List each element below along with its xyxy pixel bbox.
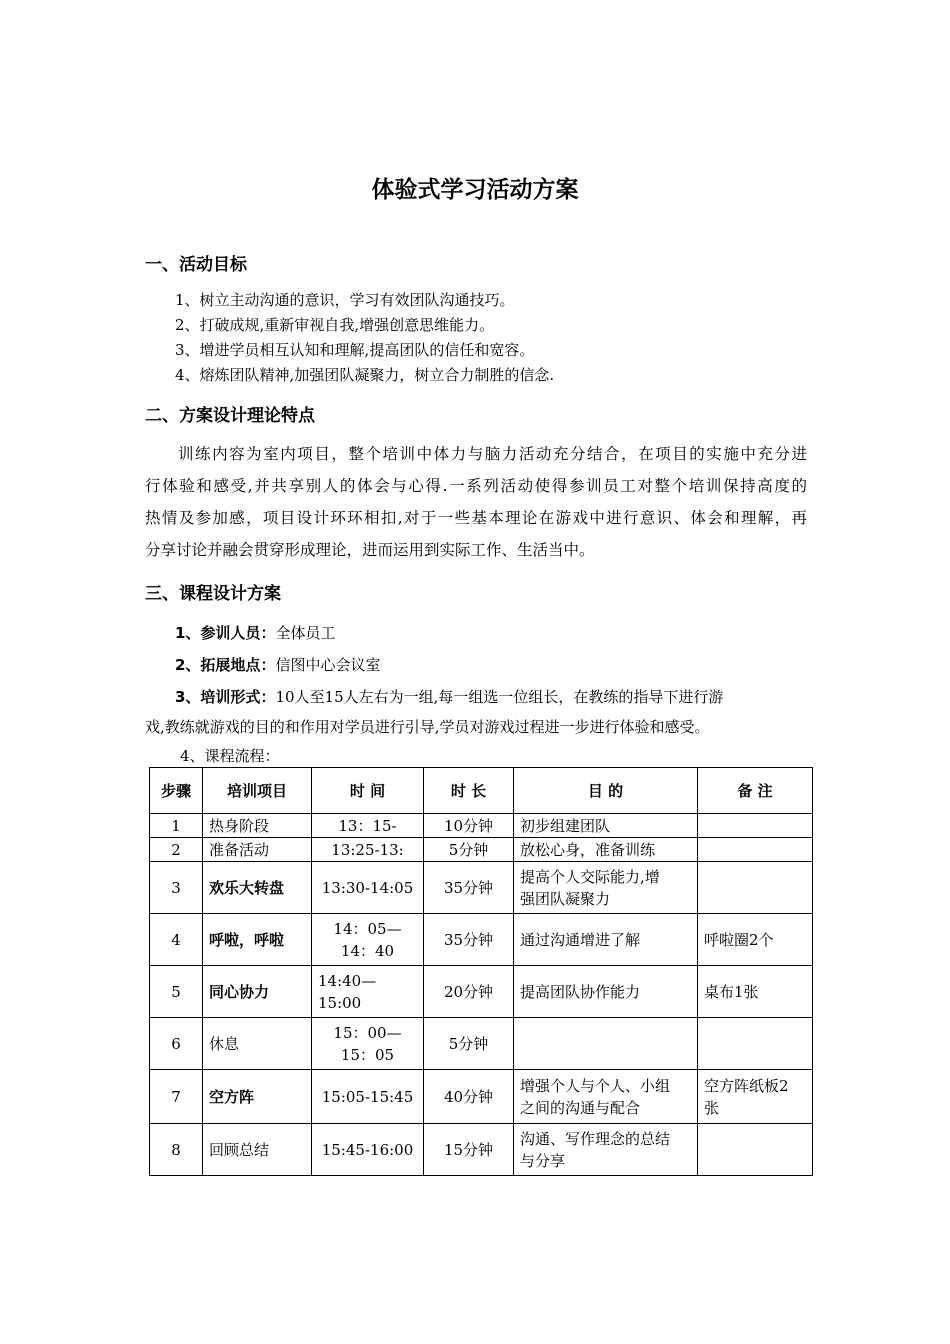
cell-time xyxy=(312,966,424,1018)
paragraph-line: 训练内容为室内项目，整个培训中体力与脑力活动充分结合，在项目的实施中充分进 xyxy=(178,445,807,463)
course-flow-table xyxy=(149,767,813,1176)
cell-step: 4 xyxy=(150,914,203,966)
header-duration: 时 长 xyxy=(424,768,514,814)
cell-purpose: 初步组建团队 xyxy=(514,814,698,838)
cell-purpose: 提高团队协作能力 xyxy=(514,966,698,1018)
purpose-line: 沟通、写作理念的总结 xyxy=(520,1129,671,1148)
section-heading-theory: 二、方案设计理论特点 xyxy=(145,406,315,426)
time-line: 15:00 xyxy=(318,993,362,1012)
cell-time: 13：15- xyxy=(312,814,424,838)
purpose-line: 与分享 xyxy=(520,1151,566,1170)
purpose-line: 强团队凝聚力 xyxy=(520,889,611,908)
header-item: 培训项目 xyxy=(203,768,312,814)
note-line: 张 xyxy=(704,1098,720,1117)
paragraph-line: 行体验和感受,并共享别人的体会与心得.一系列活动使得参训员工对整个培训保持高度的 xyxy=(145,477,807,495)
cell-step: 2 xyxy=(150,838,203,862)
cell-note xyxy=(698,1070,813,1124)
location-label: 2、拓展地点： xyxy=(175,656,276,674)
goal-item: 1、树立主动沟通的意识，学习有效团队沟通技巧。 xyxy=(175,291,515,309)
cell-time: 13:25-13: xyxy=(312,838,424,862)
time-line: 14：40 xyxy=(340,941,395,960)
cell-purpose: 放松心身，准备训练 xyxy=(514,838,698,862)
cell-note xyxy=(698,838,813,862)
cell-duration: 5分钟 xyxy=(424,838,514,862)
cell-purpose: 通过沟通增进了解 xyxy=(514,914,698,966)
time-line: 14：05— xyxy=(333,919,402,938)
cell-step: 7 xyxy=(150,1070,203,1124)
theory-paragraph xyxy=(145,438,807,566)
format-continuation: 戏,教练就游戏的目的和作用对学员进行引导,学员对游戏过程进一步进行体验和感受。 xyxy=(145,718,710,736)
cell-duration: 40分钟 xyxy=(424,1070,514,1124)
format-line xyxy=(175,686,723,707)
table-row xyxy=(150,1124,813,1176)
cell-item: 欢乐大转盘 xyxy=(203,862,312,914)
cell-purpose xyxy=(514,862,698,914)
cell-duration: 15分钟 xyxy=(424,1124,514,1176)
document-title: 体验式学习活动方案 xyxy=(371,177,579,203)
location-line xyxy=(175,654,380,675)
note-line: 空方阵纸板2 xyxy=(704,1076,789,1095)
table-row xyxy=(150,914,813,966)
cell-item: 空方阵 xyxy=(203,1070,312,1124)
cell-note: 呼啦圈2个 xyxy=(698,914,813,966)
cell-note xyxy=(698,1124,813,1176)
cell-item: 呼啦，呼啦 xyxy=(203,914,312,966)
table-row xyxy=(150,838,813,862)
table-header-row xyxy=(150,768,813,814)
paragraph-line: 热情及参加感，项目设计环环相扣,对于一些基本理论在游戏中进行意识、体会和理解，再 xyxy=(145,509,807,527)
cell-duration: 10分钟 xyxy=(424,814,514,838)
cell-time: 15:05-15:45 xyxy=(312,1070,424,1124)
goal-item: 4、熔炼团队精神,加强团队凝聚力，树立合力制胜的信念. xyxy=(175,366,555,384)
cell-time: 13:30-14:05 xyxy=(312,862,424,914)
section-heading-goals: 一、活动目标 xyxy=(145,255,247,275)
cell-step: 8 xyxy=(150,1124,203,1176)
purpose-line: 增强个人与个人、小组 xyxy=(520,1076,671,1095)
format-value: 10人至15人左右为一组,每一组选一位组长，在教练的指导下进行游 xyxy=(275,688,724,706)
cell-time: 15:45-16:00 xyxy=(312,1124,424,1176)
table-row xyxy=(150,1018,813,1070)
cell-duration: 20分钟 xyxy=(424,966,514,1018)
participants-line xyxy=(175,622,335,643)
goal-item: 3、增进学员相互认知和理解,提高团队的信任和宽容。 xyxy=(175,341,535,359)
cell-item: 同心协力 xyxy=(203,966,312,1018)
time-line: 15：05 xyxy=(340,1045,395,1064)
participants-label: 1、参训人员： xyxy=(175,624,276,642)
cell-step: 5 xyxy=(150,966,203,1018)
purpose-line: 之间的沟通与配合 xyxy=(520,1098,641,1117)
cell-duration: 5分钟 xyxy=(424,1018,514,1070)
cell-item: 准备活动 xyxy=(203,838,312,862)
cell-item: 休息 xyxy=(203,1018,312,1070)
section-heading-course: 三、课程设计方案 xyxy=(145,584,281,604)
cell-step: 1 xyxy=(150,814,203,838)
cell-item: 热身阶段 xyxy=(203,814,312,838)
table-row xyxy=(150,966,813,1018)
header-time: 时 间 xyxy=(312,768,424,814)
cell-note: 桌布1张 xyxy=(698,966,813,1018)
time-line: 14:40— xyxy=(318,971,377,990)
cell-note xyxy=(698,862,813,914)
cell-note xyxy=(698,814,813,838)
cell-purpose xyxy=(514,1018,698,1070)
cell-purpose xyxy=(514,1070,698,1124)
cell-purpose xyxy=(514,1124,698,1176)
cell-duration: 35分钟 xyxy=(424,914,514,966)
format-label: 3、培训形式： xyxy=(175,688,276,706)
cell-item: 回顾总结 xyxy=(203,1124,312,1176)
table-row xyxy=(150,814,813,838)
table-row xyxy=(150,862,813,914)
cell-note xyxy=(698,1018,813,1070)
cell-duration: 35分钟 xyxy=(424,862,514,914)
header-note: 备 注 xyxy=(698,768,813,814)
cell-time xyxy=(312,914,424,966)
cell-time xyxy=(312,1018,424,1070)
flow-label: 4、课程流程： xyxy=(180,747,280,765)
cell-step: 3 xyxy=(150,862,203,914)
participants-value: 全体员工 xyxy=(275,624,336,642)
cell-step: 6 xyxy=(150,1018,203,1070)
location-value: 信图中心会议室 xyxy=(275,656,381,674)
purpose-line: 提高个人交际能力,增 xyxy=(520,867,660,886)
paragraph-line: 分享讨论并融会贯穿形成理论，进而运用到实际工作、生活当中。 xyxy=(145,541,595,559)
goal-item: 2、打破成规,重新审视自我,增强创意思维能力。 xyxy=(175,316,495,334)
time-line: 15：00— xyxy=(333,1023,402,1042)
table-row xyxy=(150,1070,813,1124)
header-purpose: 目 的 xyxy=(514,768,698,814)
header-step: 步骤 xyxy=(150,768,203,814)
